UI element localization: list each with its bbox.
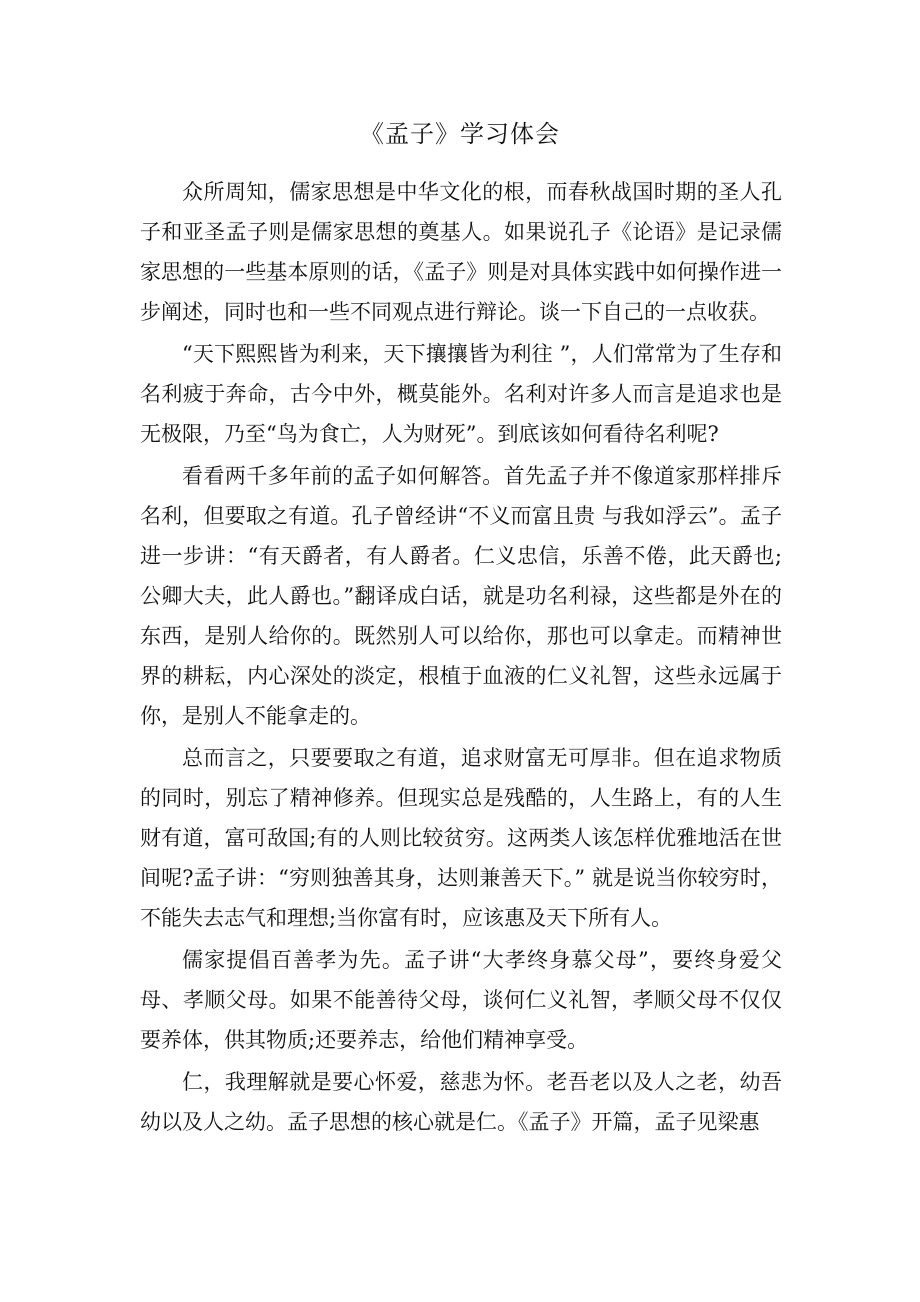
document-title: 《孟子》学习体会 <box>360 120 560 148</box>
paragraph-mencius-answer: 看看两千多年前的孟子如何解答。首先孟子并不像道家那样排斥名利，但要取之有道。孔子曾经讲“不义而富且贵 与我如浮云”。孟子进一步讲：“有天爵者，有人爵者。仁义忠信，乐善不倦，此天爵也;公卿大夫，此人爵也。”翻译成白话，就是功名利禄，这些都是外在的东西，是别人给你的。既然别人可以给你，那也可以拿走。而精神世界的耕耘，内心深处的淡定，根植于血液的仁义礼智，这些永远属于你，是别人不能拿走的。 <box>140 464 782 728</box>
paragraph-intro: 众所周知，儒家思想是中华文化的根，而春秋战国时期的圣人孔子和亚圣孟子则是儒家思想的奠基人。如果说孔子《论语》是记录儒家思想的一些基本原则的话，《孟子》则是对具体实践中如何操作进一步阐述，同时也和一些不同观点进行辩论。谈一下自己的一点收获。 <box>140 180 782 324</box>
document-body <box>140 172 782 1144</box>
paragraph-summary: 总而言之，只要要取之有道，追求财富无可厚非。但在追求物质的同时，别忘了精神修养。但现实总是残酷的，人生路上，有的人生财有道，富可敌国;有的人则比较贫穷。这两类人该怎样优雅地活在世间呢?孟子讲：“穷则独善其身，达则兼善天下。” 就是说当你较穷时，不能失去志气和理想;当你富有时，应该惠及天下所有人。 <box>140 746 782 930</box>
paragraph-fame-and-profit: “天下熙熙皆为利来，天下攘攘皆为利往 ”，人们常常为了生存和名利疲于奔命，古今中外，概莫能外。名利对许多人而言是追求也是无极限，乃至“鸟为食亡，人为财死”。到底该如何看待名利呢? <box>140 342 782 446</box>
paragraph-benevolence: 仁，我理解就是要心怀爱，慈悲为怀。老吾老以及人之老，幼吾幼以及人之幼。孟子思想的核心就是仁。《孟子》开篇，孟子见梁惠 <box>140 1070 782 1134</box>
paragraph-filial-piety: 儒家提倡百善孝为先。孟子讲“大孝终身慕父母”，要终身爱父母、孝顺父母。如果不能善待父母，谈何仁义礼智，孝顺父母不仅仅要养体，供其物质;还要养志，给他们精神享受。 <box>140 948 782 1052</box>
